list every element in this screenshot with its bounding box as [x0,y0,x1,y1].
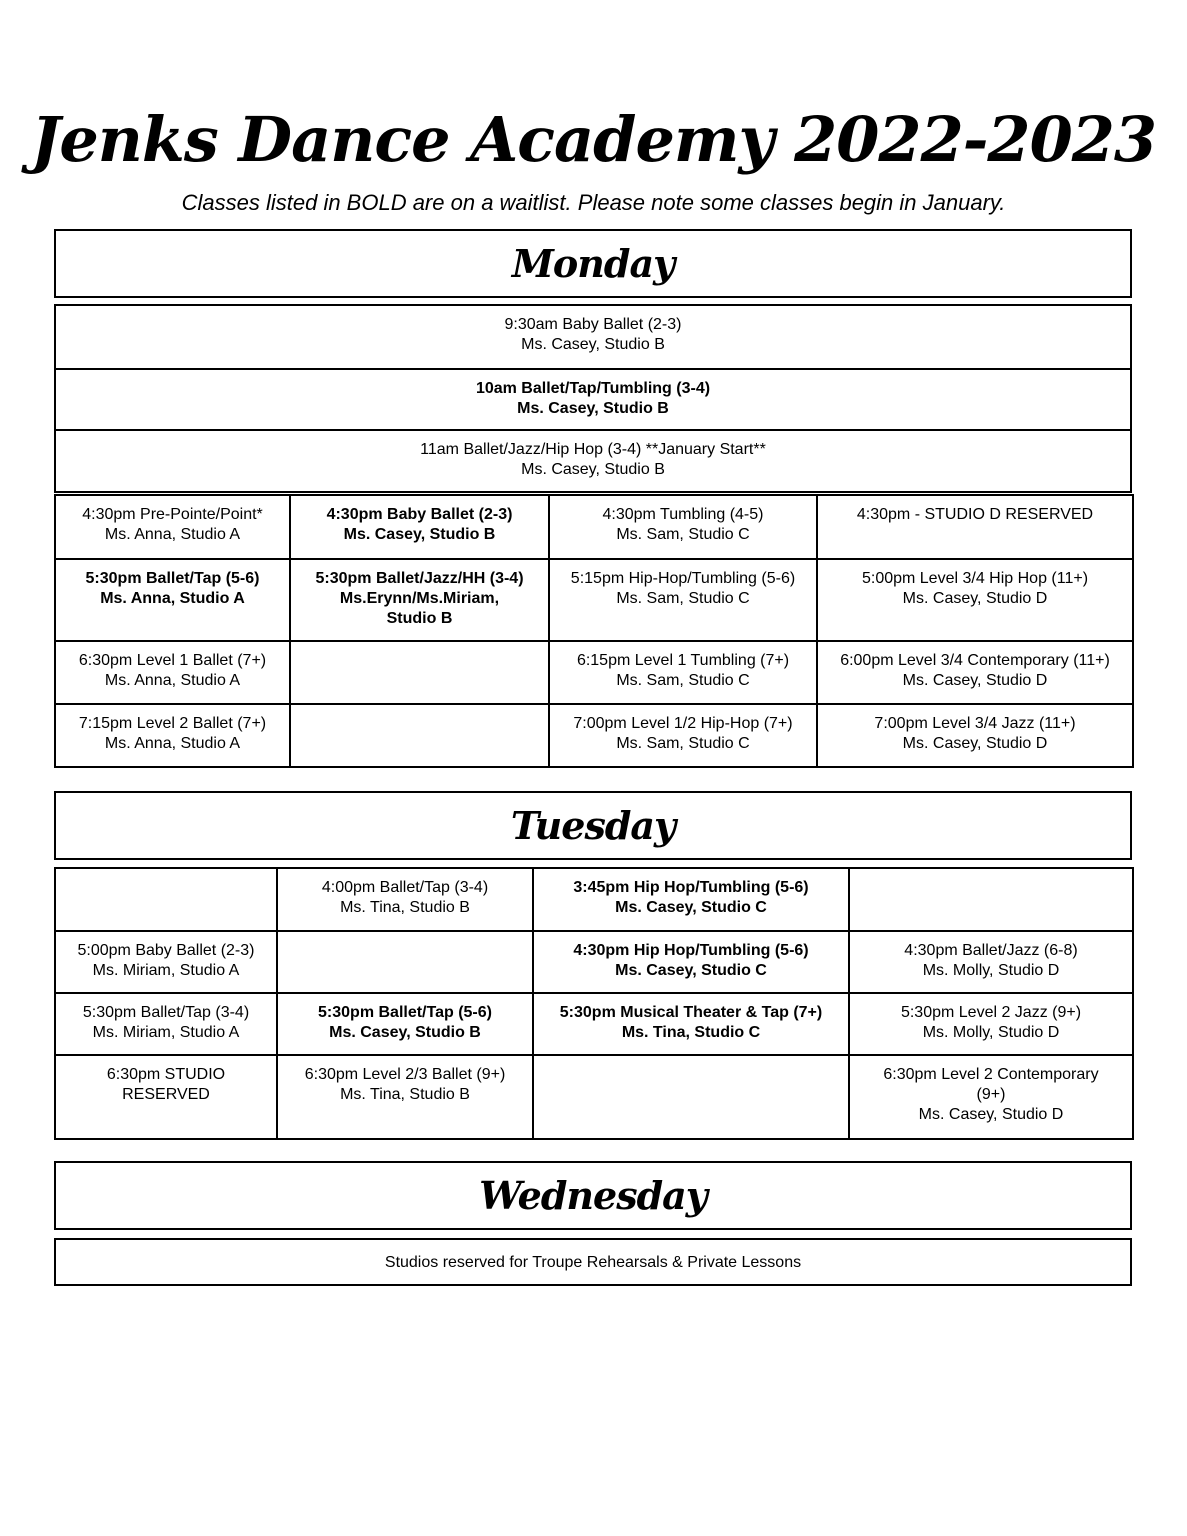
class-cell: 5:30pm Ballet/Jazz/HH (3-4) Ms.Erynn/Ms.Miriam, Studio B [290,559,549,641]
table-row [55,305,1131,369]
class-cell: 4:30pm Ballet/Jazz (6-8) Ms. Molly, Studio D [849,931,1133,993]
class-cell: 6:30pm Level 2 Contemporary (9+) Ms. Casey, Studio D [849,1055,1133,1139]
table-row [55,931,1133,993]
class-cell: 5:00pm Level 3/4 Hip Hop (11+) Ms. Casey, Studio D [817,559,1133,641]
empty-cell [290,641,549,704]
class-cell: 10am Ballet/Tap/Tumbling (3-4) Ms. Casey, Studio B [55,369,1131,430]
wednesday-note: Studios reserved for Troupe Rehearsals & Private Lessons [55,1239,1131,1285]
empty-cell [533,1055,849,1139]
table-row [55,495,1133,559]
class-cell: 6:30pm STUDIO RESERVED [55,1055,277,1139]
class-cell: 4:30pm Hip Hop/Tumbling (5-6) Ms. Casey, Studio C [533,931,849,993]
class-cell: 7:00pm Level 1/2 Hip-Hop (7+) Ms. Sam, Studio C [549,704,817,767]
class-cell: 5:30pm Musical Theater & Tap (7+) Ms. Tina, Studio C [533,993,849,1055]
monday-morning-table [54,304,1132,493]
class-cell: 5:30pm Ballet/Tap (5-6) Ms. Casey, Studio B [277,993,533,1055]
class-cell: 6:30pm Level 2/3 Ballet (9+) Ms. Tina, Studio B [277,1055,533,1139]
monday-afternoon-table [54,494,1134,768]
class-cell: 11am Ballet/Jazz/Hip Hop (3-4) **January Start** Ms. Casey, Studio B [55,430,1131,492]
table-row [55,993,1133,1055]
table-row [55,430,1131,492]
table-row [55,704,1133,767]
class-cell: 6:00pm Level 3/4 Contemporary (11+) Ms. Casey, Studio D [817,641,1133,704]
class-cell: 7:15pm Level 2 Ballet (7+) Ms. Anna, Studio A [55,704,290,767]
table-row [55,641,1133,704]
page-title: Jenks Dance Academy 2022-2023 [31,103,1156,176]
monday-heading: Monday [54,229,1132,298]
tuesday-table [54,867,1134,1140]
waitlist-note: Classes listed in BOLD are on a waitlist. Please note some classes begin in January. [181,190,1006,215]
wednesday-heading: Wednesday [54,1161,1132,1230]
class-cell: 5:30pm Level 2 Jazz (9+) Ms. Molly, Studio D [849,993,1133,1055]
class-cell: 4:30pm Pre-Pointe/Point* Ms. Anna, Studio A [55,495,290,559]
class-cell: 4:30pm - STUDIO D RESERVED [817,495,1133,559]
class-cell: 6:30pm Level 1 Ballet (7+) Ms. Anna, Studio A [55,641,290,704]
empty-cell [849,868,1133,931]
class-cell: 5:00pm Baby Ballet (2-3) Ms. Miriam, Studio A [55,931,277,993]
class-cell: 4:30pm Baby Ballet (2-3) Ms. Casey, Studio B [290,495,549,559]
empty-cell [55,868,277,931]
class-cell: 5:15pm Hip-Hop/Tumbling (5-6) Ms. Sam, Studio C [549,559,817,641]
class-cell: 4:30pm Tumbling (4-5) Ms. Sam, Studio C [549,495,817,559]
class-cell: 6:15pm Level 1 Tumbling (7+) Ms. Sam, Studio C [549,641,817,704]
class-cell: 3:45pm Hip Hop/Tumbling (5-6) Ms. Casey, Studio C [533,868,849,931]
empty-cell [290,704,549,767]
class-cell: 9:30am Baby Ballet (2-3) Ms. Casey, Studio B [55,305,1131,369]
table-row [55,1055,1133,1139]
wednesday-table [54,1238,1132,1286]
table-row [55,868,1133,931]
class-cell: 7:00pm Level 3/4 Jazz (11+) Ms. Casey, Studio D [817,704,1133,767]
table-row [55,559,1133,641]
class-cell: 5:30pm Ballet/Tap (5-6) Ms. Anna, Studio A [55,559,290,641]
table-row [55,1239,1131,1285]
class-cell: 4:00pm Ballet/Tap (3-4) Ms. Tina, Studio B [277,868,533,931]
empty-cell [277,931,533,993]
tuesday-heading: Tuesday [54,791,1132,860]
table-row [55,369,1131,430]
class-cell: 5:30pm Ballet/Tap (3-4) Ms. Miriam, Studio A [55,993,277,1055]
